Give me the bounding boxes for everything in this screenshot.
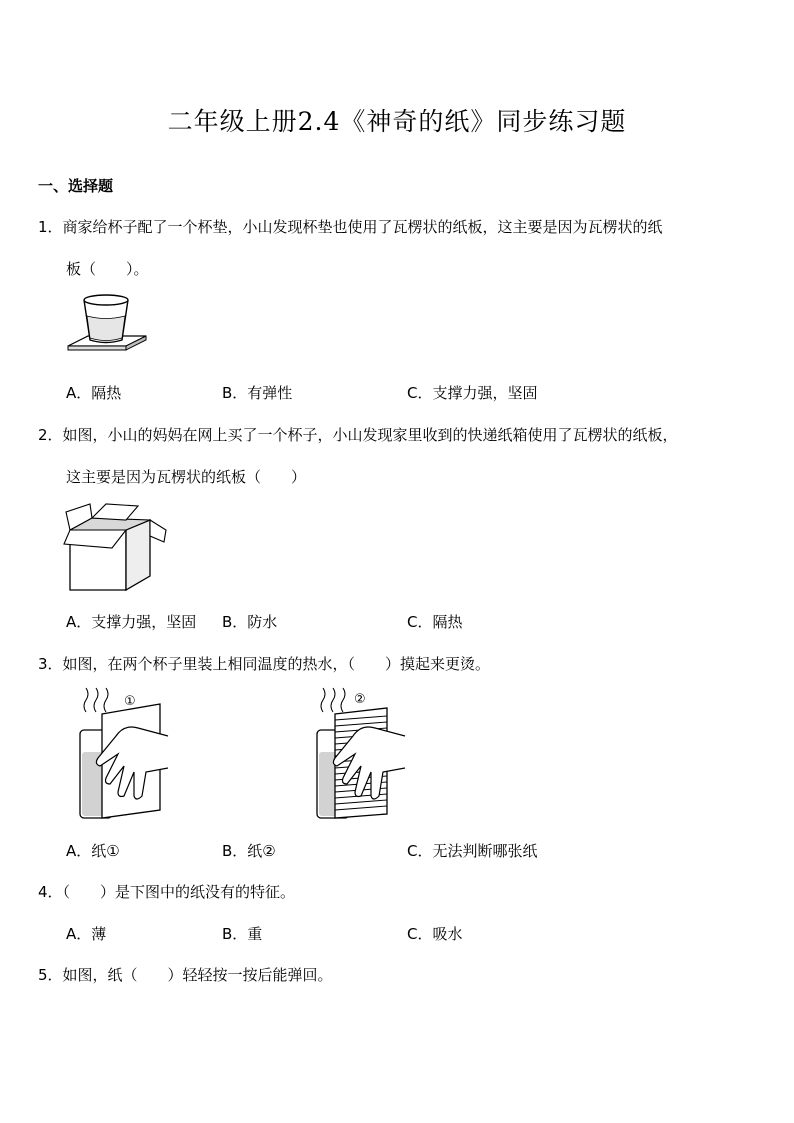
- question-1-text-cont: 板（ ）。: [66, 260, 149, 278]
- option-4c[interactable]: C．吸水: [407, 925, 463, 943]
- cup-corrugated-paper-image: [315, 692, 407, 822]
- section-heading: 一、选择题: [38, 177, 114, 195]
- option-2b[interactable]: B．防水: [222, 613, 278, 631]
- question-4-text: 4．（ ）是下图中的纸没有的特征。: [38, 883, 296, 901]
- question-2-text: 2．如图，小山的妈妈在网上买了一个杯子，小山发现家里收到的快递纸箱使用了瓦楞状的纸板，: [38, 426, 678, 444]
- option-1b[interactable]: B．有弹性: [222, 384, 293, 402]
- option-4a[interactable]: A．薄: [66, 925, 107, 943]
- paper-label-2: ②: [354, 692, 366, 707]
- cup-on-coaster-image: [66, 292, 148, 358]
- page-title: 二年级上册2.4《神奇的纸》同步练习题: [167, 107, 627, 136]
- question-5-text: 5．如图，纸（ ）轻轻按一按后能弹回。: [38, 966, 333, 984]
- paper-label-1: ①: [124, 694, 136, 709]
- option-1c[interactable]: C．支撑力强，坚固: [407, 384, 538, 402]
- option-3c[interactable]: C．无法判断哪张纸: [407, 842, 538, 860]
- option-1a[interactable]: A．隔热: [66, 384, 122, 402]
- question-1-text: 1．商家给杯子配了一个杯垫，小山发现杯垫也使用了瓦楞状的纸板，这主要是因为瓦楞状的纸: [38, 218, 663, 236]
- option-3b[interactable]: B．纸②: [222, 842, 276, 860]
- option-2c[interactable]: C．隔热: [407, 613, 463, 631]
- option-2a[interactable]: A．支撑力强，坚固: [66, 613, 197, 631]
- option-3a[interactable]: A．纸①: [66, 842, 120, 860]
- cardboard-box-image: [66, 502, 170, 594]
- question-3-text: 3．如图，在两个杯子里装上相同温度的热水，（ ）摸起来更烫。: [38, 655, 491, 673]
- question-2-text-cont: 这主要是因为瓦楞状的纸板（ ）: [66, 468, 307, 486]
- cup-flat-paper-image: [78, 692, 170, 822]
- option-4b[interactable]: B．重: [222, 925, 263, 943]
